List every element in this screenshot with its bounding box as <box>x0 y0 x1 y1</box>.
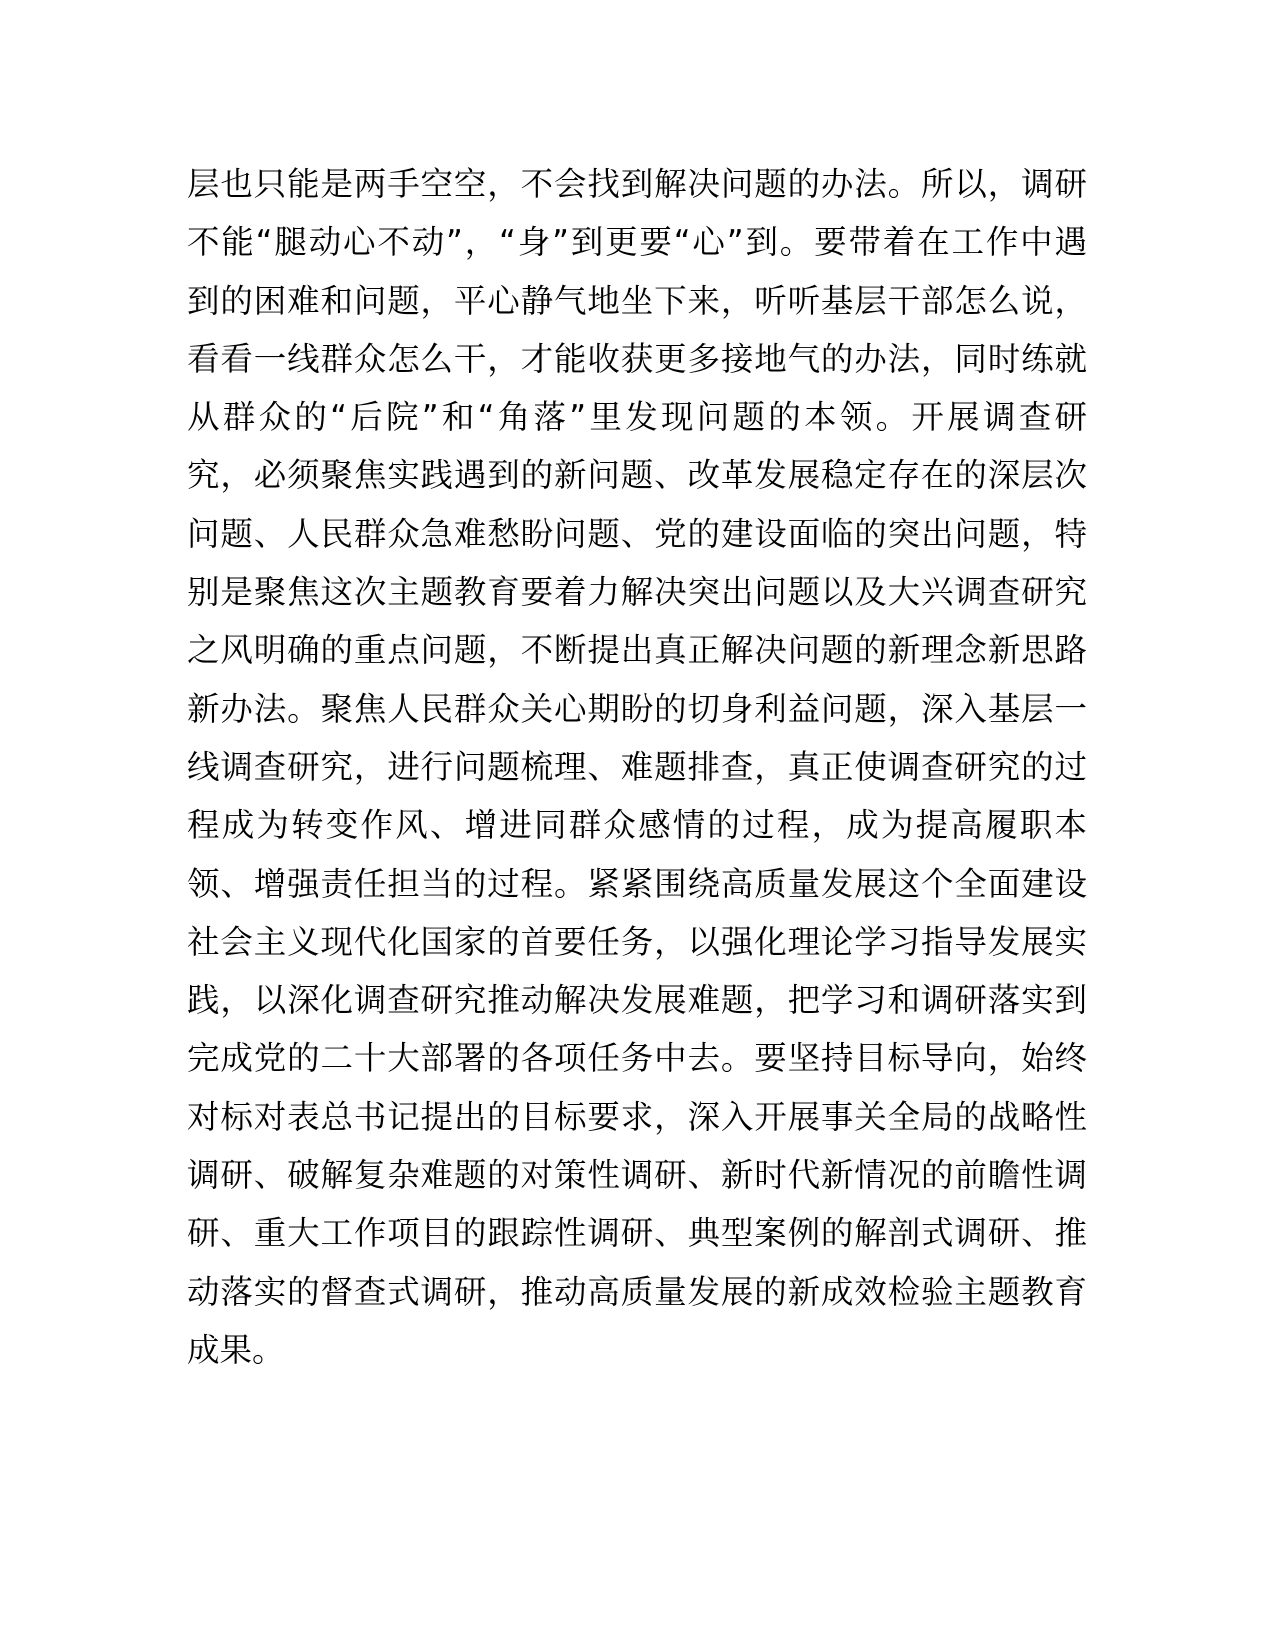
paragraph-line: 从群众的“后院”和“角落”里发现问题的本领。开展调查研 <box>187 398 1087 437</box>
paragraph-line: 领、增强责任担当的过程。紧紧围绕高质量发展这个全面建设 <box>187 864 1087 903</box>
paragraph-line: 调研、破解复杂难题的对策性调研、新时代新情况的前瞻性调 <box>187 1156 1087 1195</box>
paragraph-line: 践，以深化调查研究推动解决发展难题，把学习和调研落实到 <box>187 981 1087 1020</box>
paragraph-line: 社会主义现代化国家的首要任务，以强化理论学习指导发展实 <box>187 922 1087 961</box>
paragraph-line: 问题、人民群众急难愁盼问题、党的建设面临的突出问题，特 <box>187 514 1087 553</box>
paragraph-line: 程成为转变作风、增进同群众感情的过程，成为提高履职本 <box>187 806 1087 845</box>
paragraph-line: 新办法。聚焦人民群众关心期盼的切身利益问题，深入基层一 <box>187 689 1087 728</box>
paragraph-line: 研、重大工作项目的跟踪性调研、典型案例的解剖式调研、推 <box>187 1214 1087 1253</box>
paragraph-line: 不能“腿动心不动”，“身”到更要“心”到。要带着在工作中遇 <box>187 223 1087 262</box>
paragraph-line: 成果。 <box>187 1330 285 1369</box>
body-paragraph <box>187 155 1087 1379</box>
paragraph-line: 完成党的二十大部署的各项任务中去。要坚持目标导向，始终 <box>187 1039 1087 1078</box>
paragraph-line: 之风明确的重点问题，不断提出真正解决问题的新理念新思路 <box>187 631 1087 670</box>
paragraph-line: 对标对表总书记提出的目标要求，深入开展事关全局的战略性 <box>187 1097 1087 1136</box>
paragraph-line: 动落实的督查式调研，推动高质量发展的新成效检验主题教育 <box>187 1272 1087 1311</box>
paragraph-line: 层也只能是两手空空，不会找到解决问题的办法。所以，调研 <box>187 165 1087 203</box>
paragraph-line: 线调查研究，进行问题梳理、难题排查，真正使调查研究的过 <box>187 747 1087 786</box>
paragraph-line: 看看一线群众怎么干，才能收获更多接地气的办法，同时练就 <box>187 339 1087 378</box>
paragraph-line: 别是聚焦这次主题教育要着力解决突出问题以及大兴调查研究 <box>187 573 1087 612</box>
paragraph-line: 到的困难和问题，平心静气地坐下来，听听基层干部怎么说， <box>187 281 1087 320</box>
paragraph-line: 究，必须聚焦实践遇到的新问题、改革发展稳定存在的深层次 <box>187 456 1087 495</box>
